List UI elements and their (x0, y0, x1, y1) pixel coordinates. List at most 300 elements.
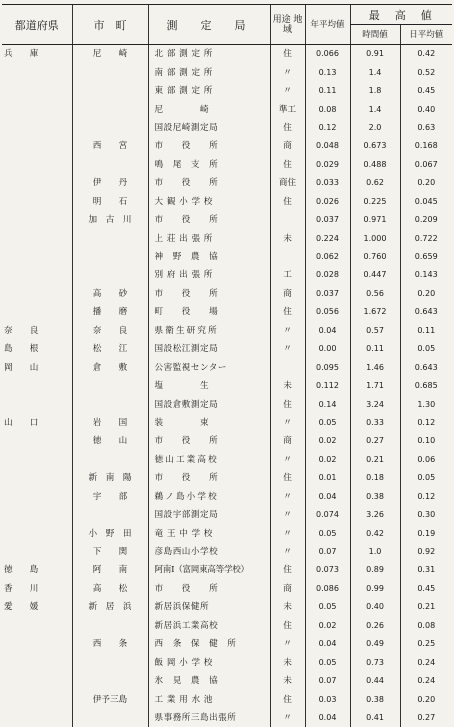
row-station: 新居浜保健所 (148, 598, 270, 616)
row-city: 徳 山 (72, 432, 148, 450)
row-city (72, 617, 148, 635)
row-city: 新 居 浜 (72, 598, 148, 616)
row-prefecture (2, 248, 72, 266)
row-station: 飯 岡 小 学 校 (148, 653, 270, 671)
row-station: 神 野 農 協 (148, 248, 270, 266)
row-use-area: 〃 (270, 506, 305, 524)
row-use-area: 住 (270, 395, 305, 413)
row-annual-average: 0.14 (305, 395, 350, 413)
table-row (2, 322, 452, 340)
row-max-hourly: 0.56 (350, 285, 400, 303)
row-station: 市 役 所 (148, 174, 270, 192)
row-prefecture: 香 川 (2, 580, 72, 598)
row-annual-average: 0.04 (305, 709, 350, 727)
row-max-daily: 0.19 (400, 524, 452, 542)
row-annual-average: 0.07 (305, 672, 350, 690)
row-city: 加 古 川 (72, 211, 148, 229)
row-station: 彦島西山小学校 (148, 543, 270, 561)
row-max-hourly: 0.91 (350, 45, 400, 64)
row-prefecture (2, 137, 72, 155)
row-station: 鵜 ノ 島 小 学 校 (148, 488, 270, 506)
row-city: 明 石 (72, 193, 148, 211)
row-max-hourly: 0.38 (350, 488, 400, 506)
table-row (2, 45, 452, 64)
row-use-area: 住 (270, 45, 305, 64)
row-annual-average: 0.11 (305, 82, 350, 100)
row-station: 市 役 所 (148, 469, 270, 487)
row-max-hourly: 0.760 (350, 248, 400, 266)
row-use-area: 準工 (270, 100, 305, 118)
row-annual-average: 0.07 (305, 543, 350, 561)
row-prefecture (2, 543, 72, 561)
row-max-daily: 0.05 (400, 340, 452, 358)
row-annual-average: 0.112 (305, 377, 350, 395)
table-row (2, 672, 452, 690)
table-row (2, 432, 452, 450)
row-city (72, 248, 148, 266)
row-annual-average: 0.03 (305, 690, 350, 708)
row-prefecture (2, 395, 72, 413)
table-row (2, 193, 452, 211)
row-city (72, 672, 148, 690)
table-row (2, 451, 452, 469)
row-max-hourly: 3.26 (350, 506, 400, 524)
row-use-area: 〃 (270, 635, 305, 653)
row-use-area: 未 (270, 672, 305, 690)
row-annual-average: 0.04 (305, 488, 350, 506)
row-prefecture (2, 432, 72, 450)
row-use-area: 商住 (270, 174, 305, 192)
row-prefecture (2, 672, 72, 690)
row-use-area: 工 (270, 266, 305, 284)
row-max-hourly: 0.49 (350, 635, 400, 653)
row-use-area: 〃 (270, 524, 305, 542)
row-prefecture (2, 229, 72, 247)
row-city (72, 229, 148, 247)
row-max-daily: 0.24 (400, 672, 452, 690)
row-use-area (270, 211, 305, 229)
row-max-daily: 0.40 (400, 100, 452, 118)
row-annual-average: 0.066 (305, 45, 350, 64)
row-station: 上 荘 出 張 所 (148, 229, 270, 247)
table-row (2, 358, 452, 376)
row-station: 別 府 出 張 所 (148, 266, 270, 284)
row-city: 宇 部 (72, 488, 148, 506)
row-max-daily: 0.05 (400, 469, 452, 487)
row-city: 岩 国 (72, 414, 148, 432)
row-city (72, 119, 148, 137)
row-max-hourly: 2.0 (350, 119, 400, 137)
row-max-hourly: 0.89 (350, 561, 400, 579)
row-station: 市 役 所 (148, 211, 270, 229)
row-annual-average: 0.029 (305, 156, 350, 174)
row-use-area: 〃 (270, 709, 305, 727)
row-prefecture (2, 488, 72, 506)
row-max-daily: 0.168 (400, 137, 452, 155)
row-max-daily: 0.685 (400, 377, 452, 395)
row-city: 新 南 陽 (72, 469, 148, 487)
header-daily-average: 日平均値 (400, 25, 452, 45)
row-max-hourly: 1.672 (350, 303, 400, 321)
row-prefecture: 奈 良 (2, 322, 72, 340)
pollution-data-table-page (2, 4, 452, 680)
row-prefecture (2, 82, 72, 100)
row-max-daily: 0.06 (400, 451, 452, 469)
row-city: 小 野 田 (72, 524, 148, 542)
row-station: 県 衛 生 研 究 所 (148, 322, 270, 340)
row-use-area: 未 (270, 229, 305, 247)
row-station: 尼 崎 (148, 100, 270, 118)
row-prefecture (2, 506, 72, 524)
row-station: 大 観 小 学 校 (148, 193, 270, 211)
row-max-hourly: 0.673 (350, 137, 400, 155)
table-row (2, 561, 452, 579)
row-use-area: 〃 (270, 451, 305, 469)
row-prefecture (2, 266, 72, 284)
row-max-hourly: 0.42 (350, 524, 400, 542)
row-city: 尼 崎 (72, 45, 148, 64)
row-annual-average: 0.026 (305, 193, 350, 211)
row-prefecture (2, 469, 72, 487)
row-annual-average: 0.04 (305, 322, 350, 340)
row-max-daily: 0.10 (400, 432, 452, 450)
row-prefecture (2, 174, 72, 192)
row-prefecture (2, 119, 72, 137)
table-row (2, 414, 452, 432)
row-max-daily: 0.722 (400, 229, 452, 247)
header-hourly-value: 時間値 (350, 25, 400, 45)
measurement-table (2, 4, 452, 727)
row-max-hourly: 0.447 (350, 266, 400, 284)
table-row (2, 488, 452, 506)
table-row (2, 395, 452, 413)
row-use-area: 〃 (270, 322, 305, 340)
row-max-hourly: 0.62 (350, 174, 400, 192)
row-annual-average: 0.056 (305, 303, 350, 321)
row-prefecture (2, 617, 72, 635)
table-row (2, 100, 452, 118)
row-use-area: 住 (270, 690, 305, 708)
table-row (2, 285, 452, 303)
row-city (72, 63, 148, 81)
row-max-hourly: 0.44 (350, 672, 400, 690)
row-use-area: 住 (270, 156, 305, 174)
row-prefecture (2, 156, 72, 174)
row-max-daily: 0.63 (400, 119, 452, 137)
row-city: 倉 敷 (72, 358, 148, 376)
row-use-area (270, 248, 305, 266)
table-row (2, 156, 452, 174)
row-use-area: 住 (270, 617, 305, 635)
row-max-hourly: 1.4 (350, 100, 400, 118)
row-station: 公害監視センター (148, 358, 270, 376)
table-row (2, 174, 452, 192)
table-row (2, 137, 452, 155)
row-prefecture: 島 根 (2, 340, 72, 358)
row-max-daily: 0.643 (400, 303, 452, 321)
row-annual-average: 0.095 (305, 358, 350, 376)
row-max-hourly: 0.225 (350, 193, 400, 211)
row-use-area: 商 (270, 432, 305, 450)
row-max-hourly: 1.0 (350, 543, 400, 561)
row-use-area: 住 (270, 469, 305, 487)
table-row (2, 469, 452, 487)
row-max-daily: 0.045 (400, 193, 452, 211)
row-use-area: 〃 (270, 543, 305, 561)
row-max-daily: 0.11 (400, 322, 452, 340)
row-use-area (270, 358, 305, 376)
row-station: 国設倉敷測定局 (148, 395, 270, 413)
row-max-hourly: 3.24 (350, 395, 400, 413)
row-annual-average: 0.05 (305, 414, 350, 432)
table-row (2, 377, 452, 395)
row-use-area: 商 (270, 580, 305, 598)
row-max-daily: 0.20 (400, 285, 452, 303)
row-max-daily: 0.45 (400, 82, 452, 100)
row-station: 新居浜工業高校 (148, 617, 270, 635)
row-city: 奈 良 (72, 322, 148, 340)
row-annual-average: 0.224 (305, 229, 350, 247)
row-max-hourly: 1.4 (350, 63, 400, 81)
row-max-daily: 0.143 (400, 266, 452, 284)
row-use-area: 住 (270, 119, 305, 137)
row-city: 伊 丹 (72, 174, 148, 192)
row-city: 西 条 (72, 635, 148, 653)
row-prefecture: 岡 山 (2, 358, 72, 376)
row-use-area: 未 (270, 653, 305, 671)
row-prefecture (2, 690, 72, 708)
row-annual-average: 0.12 (305, 119, 350, 137)
row-station: 国設松江測定局 (148, 340, 270, 358)
table-row (2, 524, 452, 542)
row-prefecture (2, 63, 72, 81)
row-max-daily: 0.92 (400, 543, 452, 561)
row-station: 徳 山 工 業 高 校 (148, 451, 270, 469)
header-prefecture: 都道府県 (2, 5, 72, 45)
row-station: 工 業 用 水 池 (148, 690, 270, 708)
row-station: 国設尼崎測定局 (148, 119, 270, 137)
row-max-hourly: 0.488 (350, 156, 400, 174)
row-city (72, 100, 148, 118)
row-station: 塩 生 (148, 377, 270, 395)
row-use-area: 〃 (270, 414, 305, 432)
header-station: 測 定 局 (148, 5, 270, 45)
table-row (2, 506, 452, 524)
row-max-hourly: 0.99 (350, 580, 400, 598)
row-max-hourly: 0.18 (350, 469, 400, 487)
row-station: 装 束 (148, 414, 270, 432)
row-station: 南 部 測 定 所 (148, 63, 270, 81)
row-use-area: 住 (270, 561, 305, 579)
row-use-area: 未 (270, 598, 305, 616)
row-annual-average: 0.086 (305, 580, 350, 598)
row-max-hourly: 0.38 (350, 690, 400, 708)
row-max-daily: 0.24 (400, 653, 452, 671)
row-max-daily: 0.12 (400, 488, 452, 506)
table-row (2, 63, 452, 81)
row-prefecture (2, 285, 72, 303)
table-row (2, 82, 452, 100)
row-station: 市 役 所 (148, 137, 270, 155)
row-city (72, 653, 148, 671)
row-prefecture (2, 451, 72, 469)
row-city (72, 506, 148, 524)
row-annual-average: 0.02 (305, 432, 350, 450)
row-city (72, 451, 148, 469)
row-max-daily: 0.20 (400, 690, 452, 708)
row-city: 阿 南 (72, 561, 148, 579)
row-max-daily: 0.25 (400, 635, 452, 653)
row-max-hourly: 0.971 (350, 211, 400, 229)
row-station: 国設宇部測定局 (148, 506, 270, 524)
table-row (2, 635, 452, 653)
row-use-area: 〃 (270, 63, 305, 81)
row-max-daily: 0.643 (400, 358, 452, 376)
row-max-daily: 0.42 (400, 45, 452, 64)
row-annual-average: 0.05 (305, 598, 350, 616)
row-max-hourly: 0.41 (350, 709, 400, 727)
row-annual-average: 0.05 (305, 524, 350, 542)
header-use-area: 用途 地域 (270, 5, 305, 45)
row-city (72, 82, 148, 100)
row-city: 西 宮 (72, 137, 148, 155)
header-annual-average: 年平均値 (305, 5, 350, 45)
row-station: 県事務所三島出張所 (148, 709, 270, 727)
row-station: 西 条 保 健 所 (148, 635, 270, 653)
row-max-daily: 0.20 (400, 174, 452, 192)
row-prefecture (2, 524, 72, 542)
row-use-area: 住 (270, 193, 305, 211)
row-max-hourly: 0.27 (350, 432, 400, 450)
table-row (2, 580, 452, 598)
row-station: 東 部 測 定 所 (148, 82, 270, 100)
row-annual-average: 0.062 (305, 248, 350, 266)
row-annual-average: 0.08 (305, 100, 350, 118)
row-prefecture (2, 377, 72, 395)
row-prefecture (2, 653, 72, 671)
row-annual-average: 0.028 (305, 266, 350, 284)
row-annual-average: 0.01 (305, 469, 350, 487)
row-annual-average: 0.02 (305, 451, 350, 469)
row-prefecture (2, 193, 72, 211)
row-station: 阿南Ⅰ（富岡東高等学校） (148, 561, 270, 579)
row-annual-average: 0.073 (305, 561, 350, 579)
table-row (2, 598, 452, 616)
row-use-area: 商 (270, 137, 305, 155)
row-max-hourly: 0.11 (350, 340, 400, 358)
row-use-area: 住 (270, 303, 305, 321)
row-max-hourly: 1.71 (350, 377, 400, 395)
table-row (2, 119, 452, 137)
row-city: 松 江 (72, 340, 148, 358)
row-annual-average: 0.048 (305, 137, 350, 155)
row-max-daily: 0.21 (400, 598, 452, 616)
row-max-daily: 0.209 (400, 211, 452, 229)
table-row (2, 617, 452, 635)
row-max-hourly: 0.40 (350, 598, 400, 616)
row-use-area: 〃 (270, 82, 305, 100)
row-max-hourly: 0.26 (350, 617, 400, 635)
row-city: 下 関 (72, 543, 148, 561)
row-annual-average: 0.037 (305, 285, 350, 303)
row-station: 市 役 所 (148, 580, 270, 598)
row-use-area: 〃 (270, 340, 305, 358)
row-max-hourly: 1.46 (350, 358, 400, 376)
row-max-daily: 0.52 (400, 63, 452, 81)
row-max-hourly: 0.33 (350, 414, 400, 432)
header-row (2, 5, 452, 25)
header-city: 市 町 (72, 5, 148, 45)
row-max-daily: 0.30 (400, 506, 452, 524)
row-use-area: 未 (270, 377, 305, 395)
row-annual-average: 0.00 (305, 340, 350, 358)
row-max-daily: 0.659 (400, 248, 452, 266)
row-max-daily: 0.067 (400, 156, 452, 174)
row-max-daily: 0.27 (400, 709, 452, 727)
row-annual-average: 0.037 (305, 211, 350, 229)
row-max-daily: 0.08 (400, 617, 452, 635)
row-city: 伊予三島 (72, 690, 148, 708)
row-use-area: 〃 (270, 488, 305, 506)
row-annual-average: 0.05 (305, 653, 350, 671)
row-max-hourly: 0.57 (350, 322, 400, 340)
row-city: 播 磨 (72, 303, 148, 321)
table-row (2, 340, 452, 358)
table-body (2, 45, 452, 727)
table-row (2, 211, 452, 229)
row-city: 高 砂 (72, 285, 148, 303)
row-annual-average: 0.04 (305, 635, 350, 653)
row-prefecture (2, 100, 72, 118)
row-max-hourly: 1.000 (350, 229, 400, 247)
table-row (2, 653, 452, 671)
table-row (2, 709, 452, 727)
row-max-hourly: 0.21 (350, 451, 400, 469)
row-city (72, 156, 148, 174)
row-city (72, 266, 148, 284)
row-prefecture (2, 709, 72, 727)
row-max-daily: 0.31 (400, 561, 452, 579)
row-prefecture: 山 口 (2, 414, 72, 432)
row-city (72, 709, 148, 727)
row-prefecture: 愛 媛 (2, 598, 72, 616)
row-max-hourly: 1.8 (350, 82, 400, 100)
row-max-daily: 1.30 (400, 395, 452, 413)
table-row (2, 248, 452, 266)
row-station: 市 役 所 (148, 285, 270, 303)
row-station: 氷 見 農 協 (148, 672, 270, 690)
row-prefecture: 徳 島 (2, 561, 72, 579)
row-city (72, 395, 148, 413)
row-city: 高 松 (72, 580, 148, 598)
row-prefecture (2, 303, 72, 321)
table-row (2, 229, 452, 247)
row-max-hourly: 0.73 (350, 653, 400, 671)
row-city (72, 377, 148, 395)
row-prefecture (2, 635, 72, 653)
row-max-daily: 0.12 (400, 414, 452, 432)
header-max-value: 最 高 値 (350, 5, 452, 25)
row-station: 市 役 所 (148, 432, 270, 450)
row-station: 町 役 場 (148, 303, 270, 321)
row-prefecture (2, 211, 72, 229)
table-row (2, 690, 452, 708)
row-station: 竜 王 中 学 校 (148, 524, 270, 542)
row-annual-average: 0.02 (305, 617, 350, 635)
table-row (2, 543, 452, 561)
table-row (2, 266, 452, 284)
row-annual-average: 0.13 (305, 63, 350, 81)
